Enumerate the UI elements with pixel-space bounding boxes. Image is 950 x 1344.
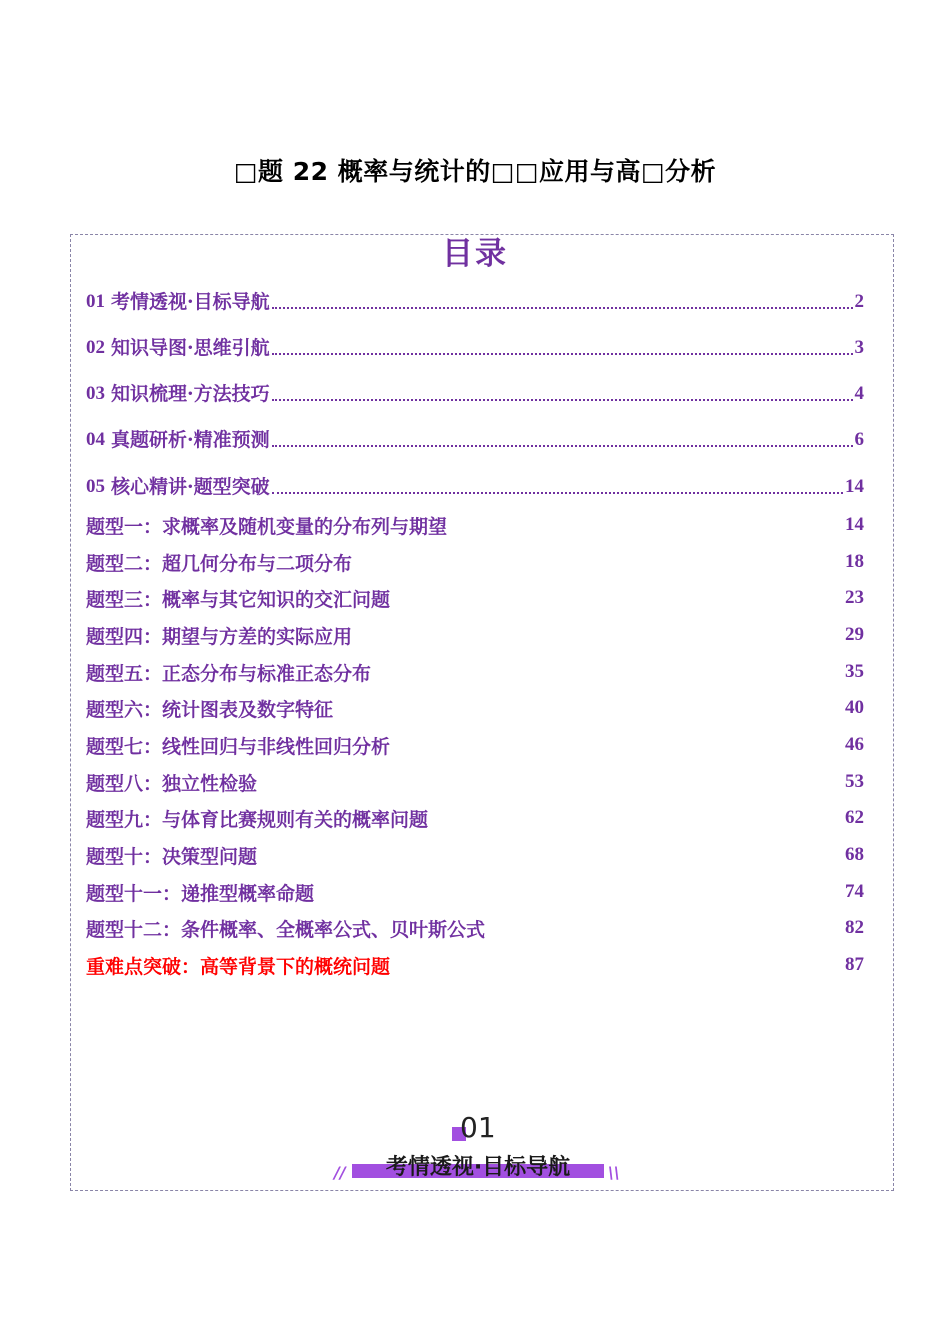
toc-subsection-label: 题型四：期望与方差的实际应用 [86,625,353,648]
toc-subsection-label: 题型五：正态分布与标准正态分布 [86,662,372,685]
banner-label: 考情透视·目标导航 [385,1155,571,1180]
toc-section-label: 核心精讲·题型突破 [111,476,270,498]
toc-subsection[interactable] [86,548,864,576]
document-title: □题 22 概率与统计的□□应用与高□分析 [233,157,717,186]
toc-section-label: 真题研析·精准预测 [111,429,270,451]
toc-subsection[interactable] [86,694,864,722]
toc-page-number: 35 [845,661,864,682]
toc-page-number: 53 [845,771,864,792]
toc-subsection[interactable] [86,768,864,796]
toc-page-number: 6 [854,429,864,450]
toc-page-number: 14 [845,476,864,497]
toc-subsection-label: 题型三：概率与其它知识的交汇问题 [86,588,391,611]
toc-subsection-label: 题型六：统计图表及数字特征 [86,698,334,721]
toc-page-number: 18 [845,551,864,572]
toc-subsection[interactable] [86,658,864,686]
toc-section-label: 知识导图·思维引航 [111,337,270,359]
toc-section-label: 考情透视·目标导航 [111,291,270,313]
toc-subsection[interactable] [86,804,864,832]
toc-subsection[interactable] [86,841,864,869]
toc-subsection-label: 重难点突破：高等背景下的概统问题 [86,955,391,978]
toc-subsection-label: 题型二：超几何分布与二项分布 [86,552,353,575]
dot-leader [272,353,853,355]
banner-left-slash-icon: // [334,1163,346,1182]
dot-leader [272,445,853,447]
toc-subsection-highlight[interactable] [86,951,864,979]
toc-section-number: 05 [86,476,105,497]
toc-section-04[interactable] [86,426,864,454]
toc-section-05[interactable] [86,473,864,501]
toc-page-number: 14 [845,514,864,535]
dot-leader [272,492,843,494]
toc-section-03[interactable] [86,380,864,408]
toc-page-number: 68 [845,844,864,865]
toc-subsection[interactable] [86,511,864,539]
toc-subsection[interactable] [86,621,864,649]
toc-page-number: 46 [845,734,864,755]
toc-page-number: 40 [845,697,864,718]
toc-heading: 目录 [442,236,508,272]
dot-leader [272,399,853,401]
toc-section-number: 01 [86,291,105,312]
toc-page-number: 3 [854,337,864,358]
toc-subsection-label: 题型十一：递推型概率命题 [86,882,315,905]
toc-page-number: 4 [854,383,864,404]
toc-subsection[interactable] [86,731,864,759]
toc-subsection[interactable] [86,878,864,906]
toc-section-number: 02 [86,337,105,358]
toc-section-number: 03 [86,383,105,404]
toc-page-number: 2 [854,291,864,312]
toc-section-number: 04 [86,429,105,450]
toc-page-number: 62 [845,807,864,828]
toc-subsection-label: 题型一：求概率及随机变量的分布列与期望 [86,515,448,538]
toc-section-02[interactable] [86,334,864,362]
toc-subsection-label: 题型七：线性回归与非线性回归分析 [86,735,391,758]
dot-leader [272,307,853,309]
toc-subsection-label: 题型九：与体育比赛规则有关的概率问题 [86,808,429,831]
toc-section-01[interactable] [86,288,864,316]
toc-subsection-label: 题型八：独立性检验 [86,772,258,795]
toc-subsection[interactable] [86,584,864,612]
toc-page-number: 82 [845,917,864,938]
toc-section-label: 知识梳理·方法技巧 [111,383,270,405]
toc-subsection-label: 题型十：决策型问题 [86,845,258,868]
toc-page-number: 23 [845,587,864,608]
toc-page-number: 87 [845,954,864,975]
toc-page-number: 74 [845,881,864,902]
toc-subsection[interactable] [86,914,864,942]
toc-subsection-label: 题型十二：条件概率、全概率公式、贝叶斯公式 [86,918,486,941]
toc-page-number: 29 [845,624,864,645]
banner-number: 01 [460,1111,496,1144]
banner-right-slash-icon: \\ [608,1163,620,1182]
